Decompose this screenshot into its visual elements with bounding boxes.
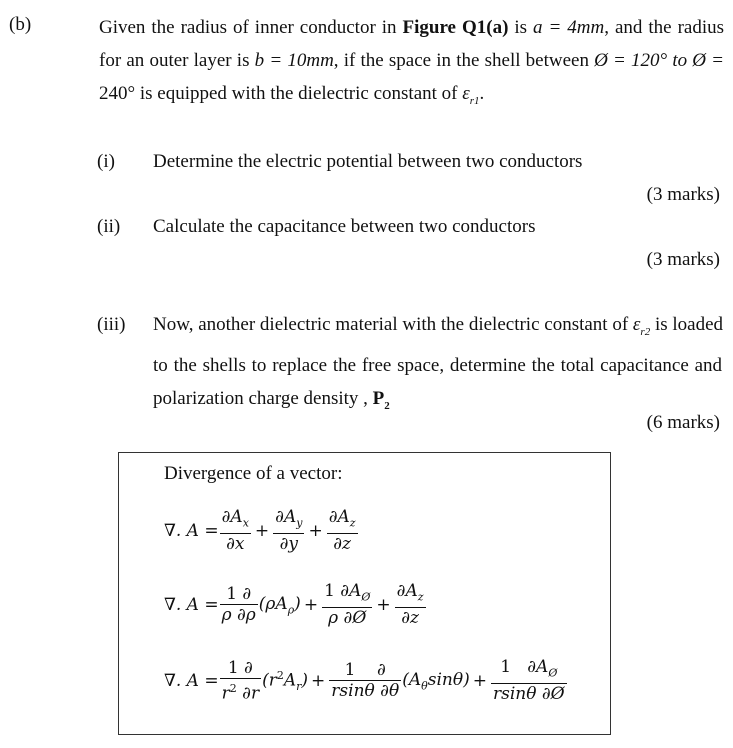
question-label: (b): [9, 14, 32, 35]
divergence-cylindrical: ∇. A = $\frac{1 \partial}{\rho \partial\rho}$ $(\rho A_\rho)$ + $\frac{1 \partial A_Ø}{\rho \partial Ø}$ + $\frac{\partial A_z}{\partial z}$: [164, 581, 424, 629]
epsilon-r2: $\varepsilon_{r2}$: [632, 314, 651, 338]
part-ii-marks: (3 marks): [646, 249, 720, 270]
epsilon-r1: $\varepsilon_{r1}$: [462, 83, 480, 107]
intro-line-1: Given the radius of inner conductor in Figure Q1(a) is a = 4mm, and the radius: [99, 17, 724, 38]
part-iii-line-3: polarization charge density , $P_2$: [153, 387, 390, 412]
part-i-text: Determine the electric potential between two conductors: [153, 151, 583, 172]
intro-line-3: 240° is equipped with the dielectric constant of $\varepsilon_{r1}$.: [99, 83, 485, 107]
part-i-number: (i): [97, 151, 115, 172]
phi-range: Ø = 120° to Ø =: [594, 50, 725, 71]
part-iii-number: (iii): [97, 314, 126, 335]
part-i-marks: (3 marks): [646, 184, 720, 205]
part-iii-line-1: Now, another dielectric material with the dielectric constant of $\varepsilon_{r2}$ is loaded: [153, 314, 724, 338]
divergence-formula-box: [118, 452, 611, 735]
part-iii-text: [153, 308, 722, 423]
figure-ref: Figure Q1(a): [402, 17, 509, 38]
part-iii-line-2: to the shells to replace the free space, determine the total capacitance and: [153, 354, 722, 376]
part-ii-number: (ii): [97, 216, 121, 237]
radius-b: b = 10mm: [254, 50, 334, 71]
radius-a: a = 4mm: [533, 17, 605, 38]
divergence-cartesian: ∇. A = $\frac{\partial A_x}{\partial x}$ + $\frac{\partial A_y}{\partial y}$ + $\frac{\partial A_z}{\partial z}$: [164, 507, 356, 555]
divergence-spherical: ∇. A = $\frac{1 \partial}{r^2 \partial r}$ $(r^2A_r)$ + $\frac{1 \partial}{rsin\theta \partial\theta}$ $(A_\theta\sin\theta)$ + $\frac{1 \partial A_Ø}{rsin\theta \partial Ø}$: [164, 657, 565, 705]
part-ii-text: Calculate the capacitance between two conductors: [153, 216, 536, 237]
question-intro: [99, 11, 724, 118]
intro-line-2: for an outer layer is b = 10mm, if the space in the shell between Ø = 120° to Ø =: [99, 50, 725, 71]
part-iii-marks: (6 marks): [646, 412, 720, 433]
box-title: Divergence of a vector:: [164, 463, 343, 484]
p2-symbol: $P_2$: [372, 387, 390, 412]
